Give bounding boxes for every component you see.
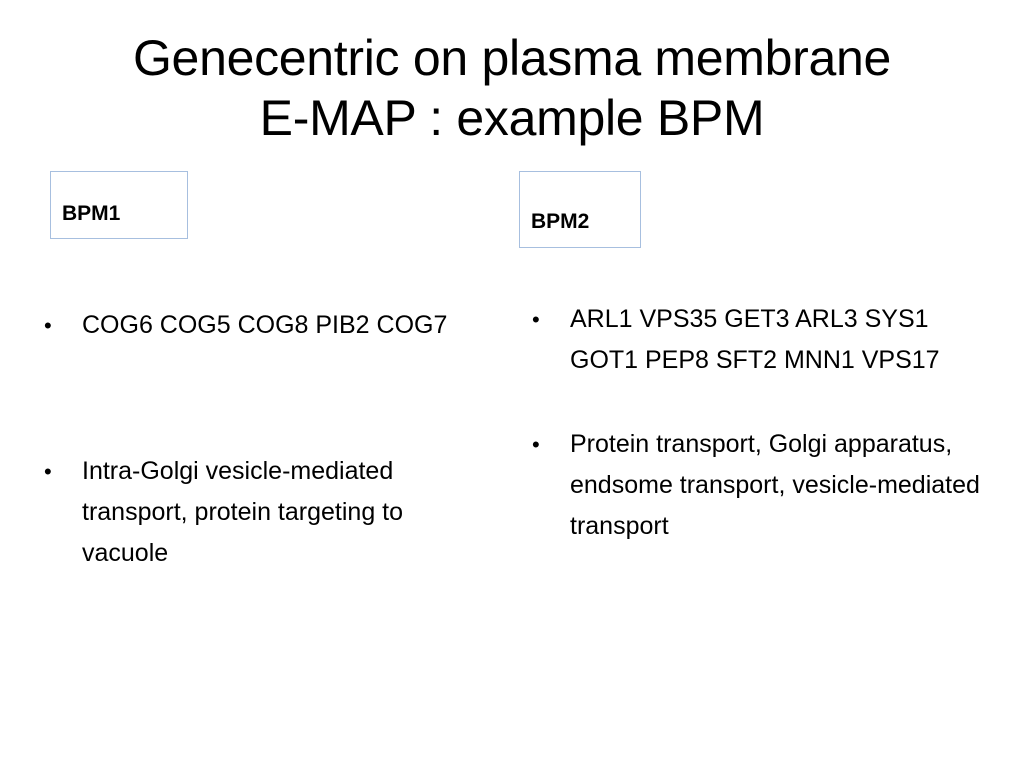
bpm1-genes-item xyxy=(44,305,494,346)
bpm1-function-text: Intra-Golgi vesicle-mediated transport, protein targeting to vacuole xyxy=(82,457,404,567)
bullet-icon: • xyxy=(532,307,540,332)
title-line-1: Genecentric on plasma membrane xyxy=(132,30,892,86)
bpm1-function-item xyxy=(44,451,494,574)
bpm2-label: BPM2 xyxy=(531,210,590,233)
bpm1-label: BPM1 xyxy=(62,202,121,225)
bullet-icon: • xyxy=(44,459,52,484)
bullet-icon: • xyxy=(44,313,52,338)
bpm1-genes-text: COG6 COG5 COG8 PIB2 COG7 xyxy=(82,311,448,339)
bpm2-label-box xyxy=(519,171,641,248)
bpm1-bullet-list xyxy=(44,305,494,574)
bpm1-label-box xyxy=(50,171,188,239)
slide-title xyxy=(40,28,984,148)
bullet-icon: • xyxy=(532,432,540,457)
bpm2-genes-item xyxy=(532,299,992,381)
title-line-2: E-MAP : example BPM xyxy=(259,90,765,146)
bpm2-genes-text: ARL1 VPS35 GET3 ARL3 SYS1 GOT1 PEP8 SFT2 MNN1 VPS17 xyxy=(570,305,940,374)
bpm2-bullet-list xyxy=(532,299,992,547)
bpm2-function-text: Protein transport, Golgi apparatus, endsome transport, vesicle-mediated transport xyxy=(570,430,980,540)
bpm2-function-item xyxy=(532,424,992,547)
